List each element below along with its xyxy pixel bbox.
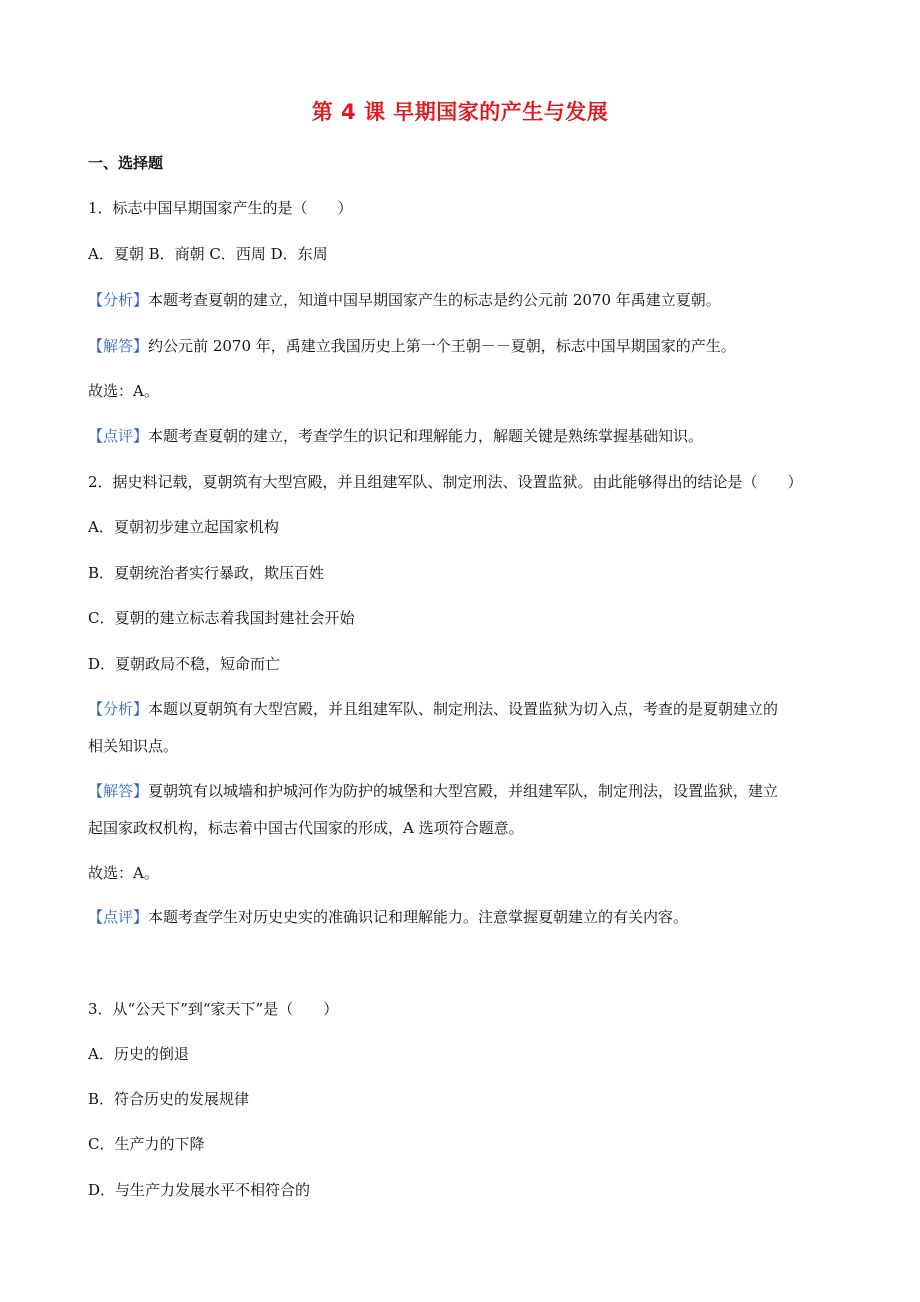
q3-option-b: B．符合历史的发展规律 bbox=[88, 1090, 250, 1108]
q1-answer: 【解答】约公元前 2070 年，禹建立我国历史上第一个王朝－－夏朝，标志中国早期国家的产生。 bbox=[88, 337, 736, 355]
q2-comment: 【点评】本题考查学生对历史史实的准确识记和理解能力。注意掌握夏朝建立的有关内容。 bbox=[88, 908, 689, 926]
q2-option-d: D．夏朝政局不稳，短命而亡 bbox=[88, 655, 281, 673]
q1-analysis-text: 本题考查夏朝的建立，知道中国早期国家产生的标志是约公元前 2070 年禹建立夏朝。 bbox=[148, 291, 721, 309]
q2-option-c: C．夏朝的建立标志着我国封建社会开始 bbox=[88, 609, 355, 627]
q2-stem: 2．据史料记载，夏朝筑有大型宫殿，并且组建军队、制定刑法、设置监狱。由此能够得出的结论是（ ） bbox=[88, 473, 803, 491]
q1-stem: 1．标志中国早期国家产生的是（ ） bbox=[88, 199, 353, 217]
q1-comment-text: 本题考查夏朝的建立，考查学生的识记和理解能力，解题关键是熟练掌握基础知识。 bbox=[148, 427, 704, 445]
comment-tag: 点评 bbox=[103, 908, 134, 926]
q2-analysis: 【分析】本题以夏朝筑有大型宫殿，并且组建军队、制定刑法、设置监狱为切入点，考查的是夏朝建立的 bbox=[88, 700, 779, 718]
analysis-tag: 分析 bbox=[103, 291, 134, 309]
q3-option-a: A．历史的倒退 bbox=[88, 1045, 189, 1063]
q1-analysis: 【分析】本题考查夏朝的建立，知道中国早期国家产生的标志是约公元前 2070 年禹建立夏朝。 bbox=[88, 291, 721, 309]
q2-answer-cont: 起国家政权机构，标志着中国古代国家的形成，A 选项符合题意。 bbox=[88, 819, 524, 837]
q1-options: A．夏朝 B．商朝 C．西周 D．东周 bbox=[88, 245, 328, 263]
comment-tag: 点评 bbox=[103, 427, 134, 445]
q3-stem: 3．从“公天下”到“家天下”是（ ） bbox=[88, 1000, 339, 1018]
q3-option-d: D．与生产力发展水平不相符合的 bbox=[88, 1181, 311, 1199]
answer-tag: 解答 bbox=[103, 337, 134, 355]
q2-option-a: A．夏朝初步建立起国家机构 bbox=[88, 518, 279, 536]
section-heading: 一、选择题 bbox=[88, 154, 164, 172]
page-title: 第 4 课 早期国家的产生与发展 bbox=[311, 100, 609, 124]
analysis-tag: 分析 bbox=[103, 700, 134, 718]
q2-comment-text: 本题考查学生对历史史实的准确识记和理解能力。注意掌握夏朝建立的有关内容。 bbox=[148, 908, 689, 926]
q1-choice: 故选：A。 bbox=[88, 382, 159, 400]
q1-comment: 【点评】本题考查夏朝的建立，考查学生的识记和理解能力，解题关键是熟练掌握基础知识。 bbox=[88, 427, 704, 445]
q2-answer-text: 夏朝筑有以城墙和护城河作为防护的城堡和大型宫殿，并组建军队，制定刑法，设置监狱，建立 bbox=[148, 782, 779, 800]
answer-tag: 解答 bbox=[103, 782, 134, 800]
q2-option-b: B．夏朝统治者实行暴政，欺压百姓 bbox=[88, 564, 325, 582]
q2-analysis-cont: 相关知识点。 bbox=[88, 737, 179, 755]
q2-answer: 【解答】夏朝筑有以城墙和护城河作为防护的城堡和大型宫殿，并组建军队，制定刑法，设置监狱，建立 bbox=[88, 782, 779, 800]
q2-analysis-text: 本题以夏朝筑有大型宫殿，并且组建军队、制定刑法、设置监狱为切入点，考查的是夏朝建立的 bbox=[148, 700, 779, 718]
q1-answer-text: 约公元前 2070 年，禹建立我国历史上第一个王朝－－夏朝，标志中国早期国家的产生。 bbox=[148, 337, 736, 355]
q2-choice: 故选：A。 bbox=[88, 864, 159, 882]
q3-option-c: C．生产力的下降 bbox=[88, 1135, 205, 1153]
